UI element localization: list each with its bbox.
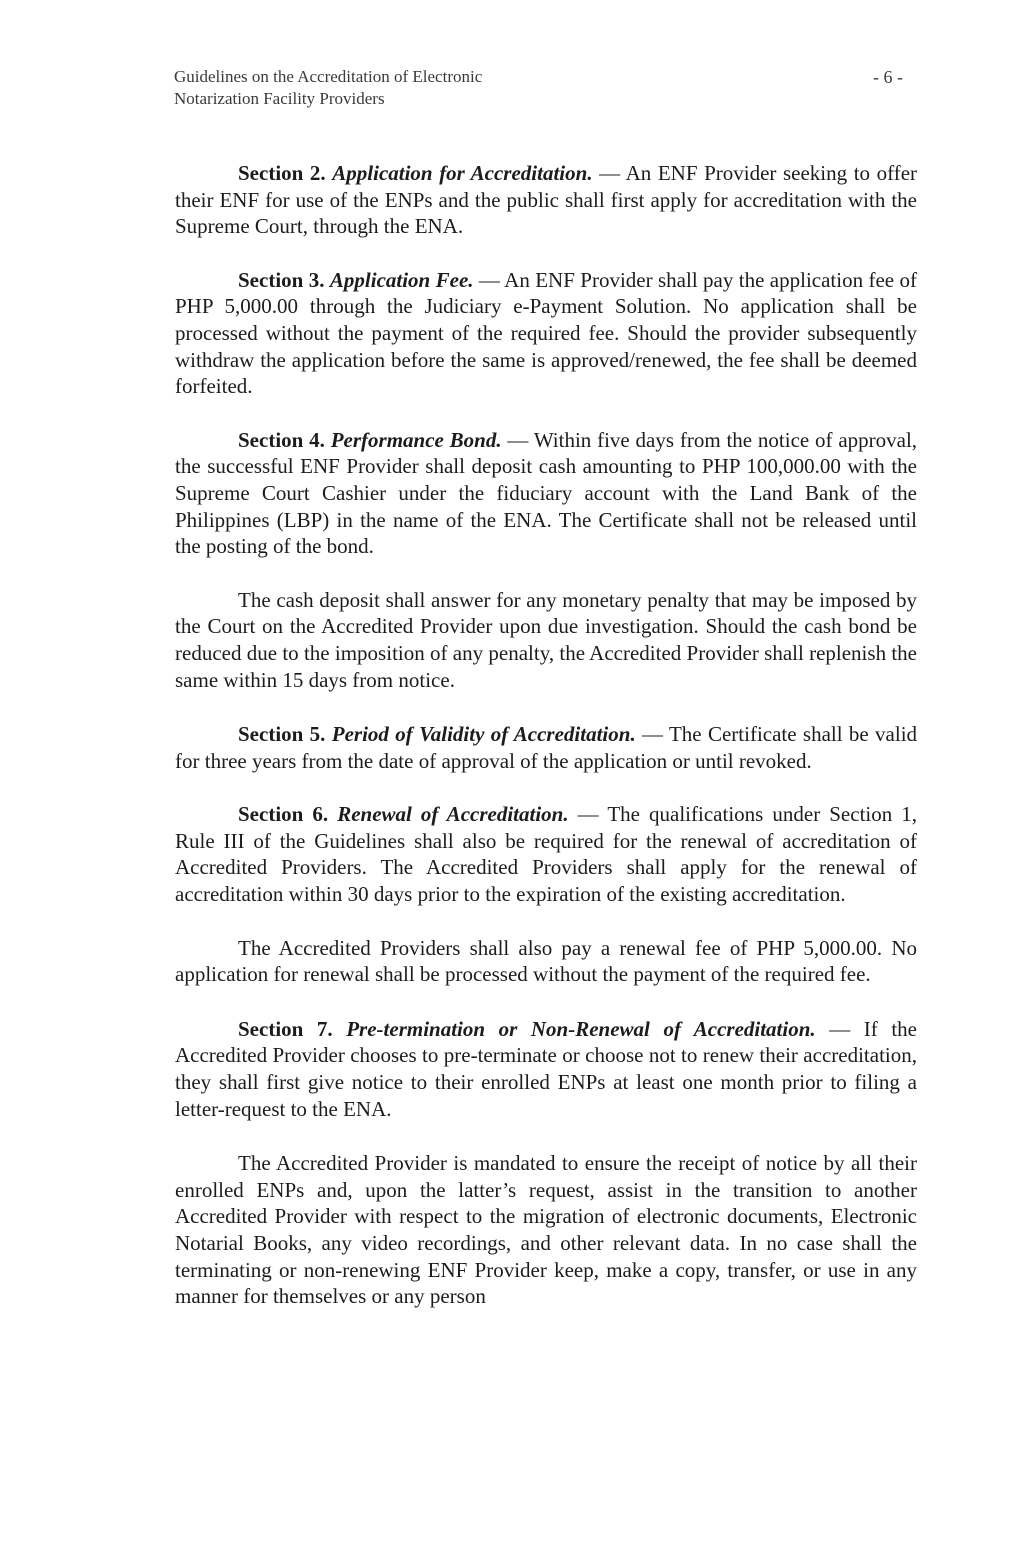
section-3-paragraph <box>175 267 917 400</box>
section-6-number: Section 6. <box>238 802 329 827</box>
section-3-title: Application Fee. <box>329 267 474 292</box>
section-5-title: Period of Validity of Accreditation. <box>331 722 636 747</box>
section-4-paragraph-2: The cash deposit shall answer for any monetary penalty that may be imposed by the Court on the Accredited Provider upon due investigation. Should the cash bond be reduced due to the imposition of any penalty, the Accredited Provider shall replenish the same within 15 days from notice. <box>175 587 917 692</box>
section-5-number: Section 5. <box>238 722 326 747</box>
section-5-text: — The Certificate shall be valid for three years from the date of approval of the application or until revoked. <box>175 722 918 773</box>
section-7-paragraph-2: The Accredited Provider is mandated to ensure the receipt of notice by all their enrolled ENPs and, upon the latter’s request, assist in the transition to another Accredited Provider with respect to the migration of electronic documents, Electronic Notarial Books, any video recordings, and other relevant data. In no case shall the terminating or non-renewing ENF Provider keep, make a copy, transfer, or use in any manner for themselves or any person <box>175 1151 917 1309</box>
page-number: - 6 - <box>873 67 903 87</box>
document-body <box>175 160 917 1310</box>
section-6-text: — The qualifications under Section 1, Rule III of the Guidelines shall also be required for the renewal of accreditation of Accredited Providers. The Accredited Providers shall apply for the renewal of accreditation within 30 days prior to the expiration of the existing accreditation. <box>175 802 918 907</box>
section-2-number: Section 2. <box>238 161 326 185</box>
section-3-number: Section 3. <box>238 267 325 292</box>
section-7-title: Pre-termination or Non-Renewal of Accreditation. <box>346 1016 816 1041</box>
section-5-paragraph <box>175 721 917 774</box>
section-4-number: Section 4. <box>238 427 325 452</box>
header-title-line2: Notarization Facility Providers <box>174 89 385 108</box>
section-6-paragraph <box>175 801 917 907</box>
section-3-text: — An ENF Provider shall pay the application fee of PHP 5,000.00 through the Judiciary e-Payment Solution. No application shall be processed without the payment of the required fee. Should the provider subsequently withdraw the application before the same is approved/renewed, the fee shall be deemed forfeited. <box>175 267 918 399</box>
section-2-paragraph <box>175 160 917 240</box>
section-4-title: Performance Bond. <box>330 427 502 452</box>
section-2-text: — An ENF Provider seeking to offer their ENF for use of the ENPs and the public shall first apply for accreditation with the Supreme Court, through the ENA. <box>175 161 918 239</box>
section-4-paragraph <box>175 427 917 560</box>
section-7-text: — If the Accredited Provider chooses to pre-terminate or choose not to renew their accreditation, they shall first give notice to their enrolled ENPs at least one month prior to filing a letter-request to the ENA. <box>175 1016 918 1121</box>
section-7-paragraph <box>175 1016 917 1122</box>
section-6-paragraph-2: The Accredited Providers shall also pay a renewal fee of PHP 5,000.00. No application for renewal shall be processed without the payment of the required fee. <box>175 935 917 987</box>
header-title-line1: Guidelines on the Accreditation of Electronic <box>174 67 483 86</box>
section-2-title: Application for Accreditation. <box>332 161 593 185</box>
section-7-number: Section 7. <box>238 1016 333 1041</box>
running-header <box>174 66 482 110</box>
section-6-title: Renewal of Accreditation. <box>337 802 569 827</box>
section-4-text: — Within five days from the notice of approval, the successful ENF Provider shall deposit cash amounting to PHP 100,000.00 with the Supreme Court Cashier under the fiduciary account with the Land Bank of the Philippines (LBP) in the name of the ENA. The Certificate shall not be released until the posting of the bond. <box>175 427 918 559</box>
